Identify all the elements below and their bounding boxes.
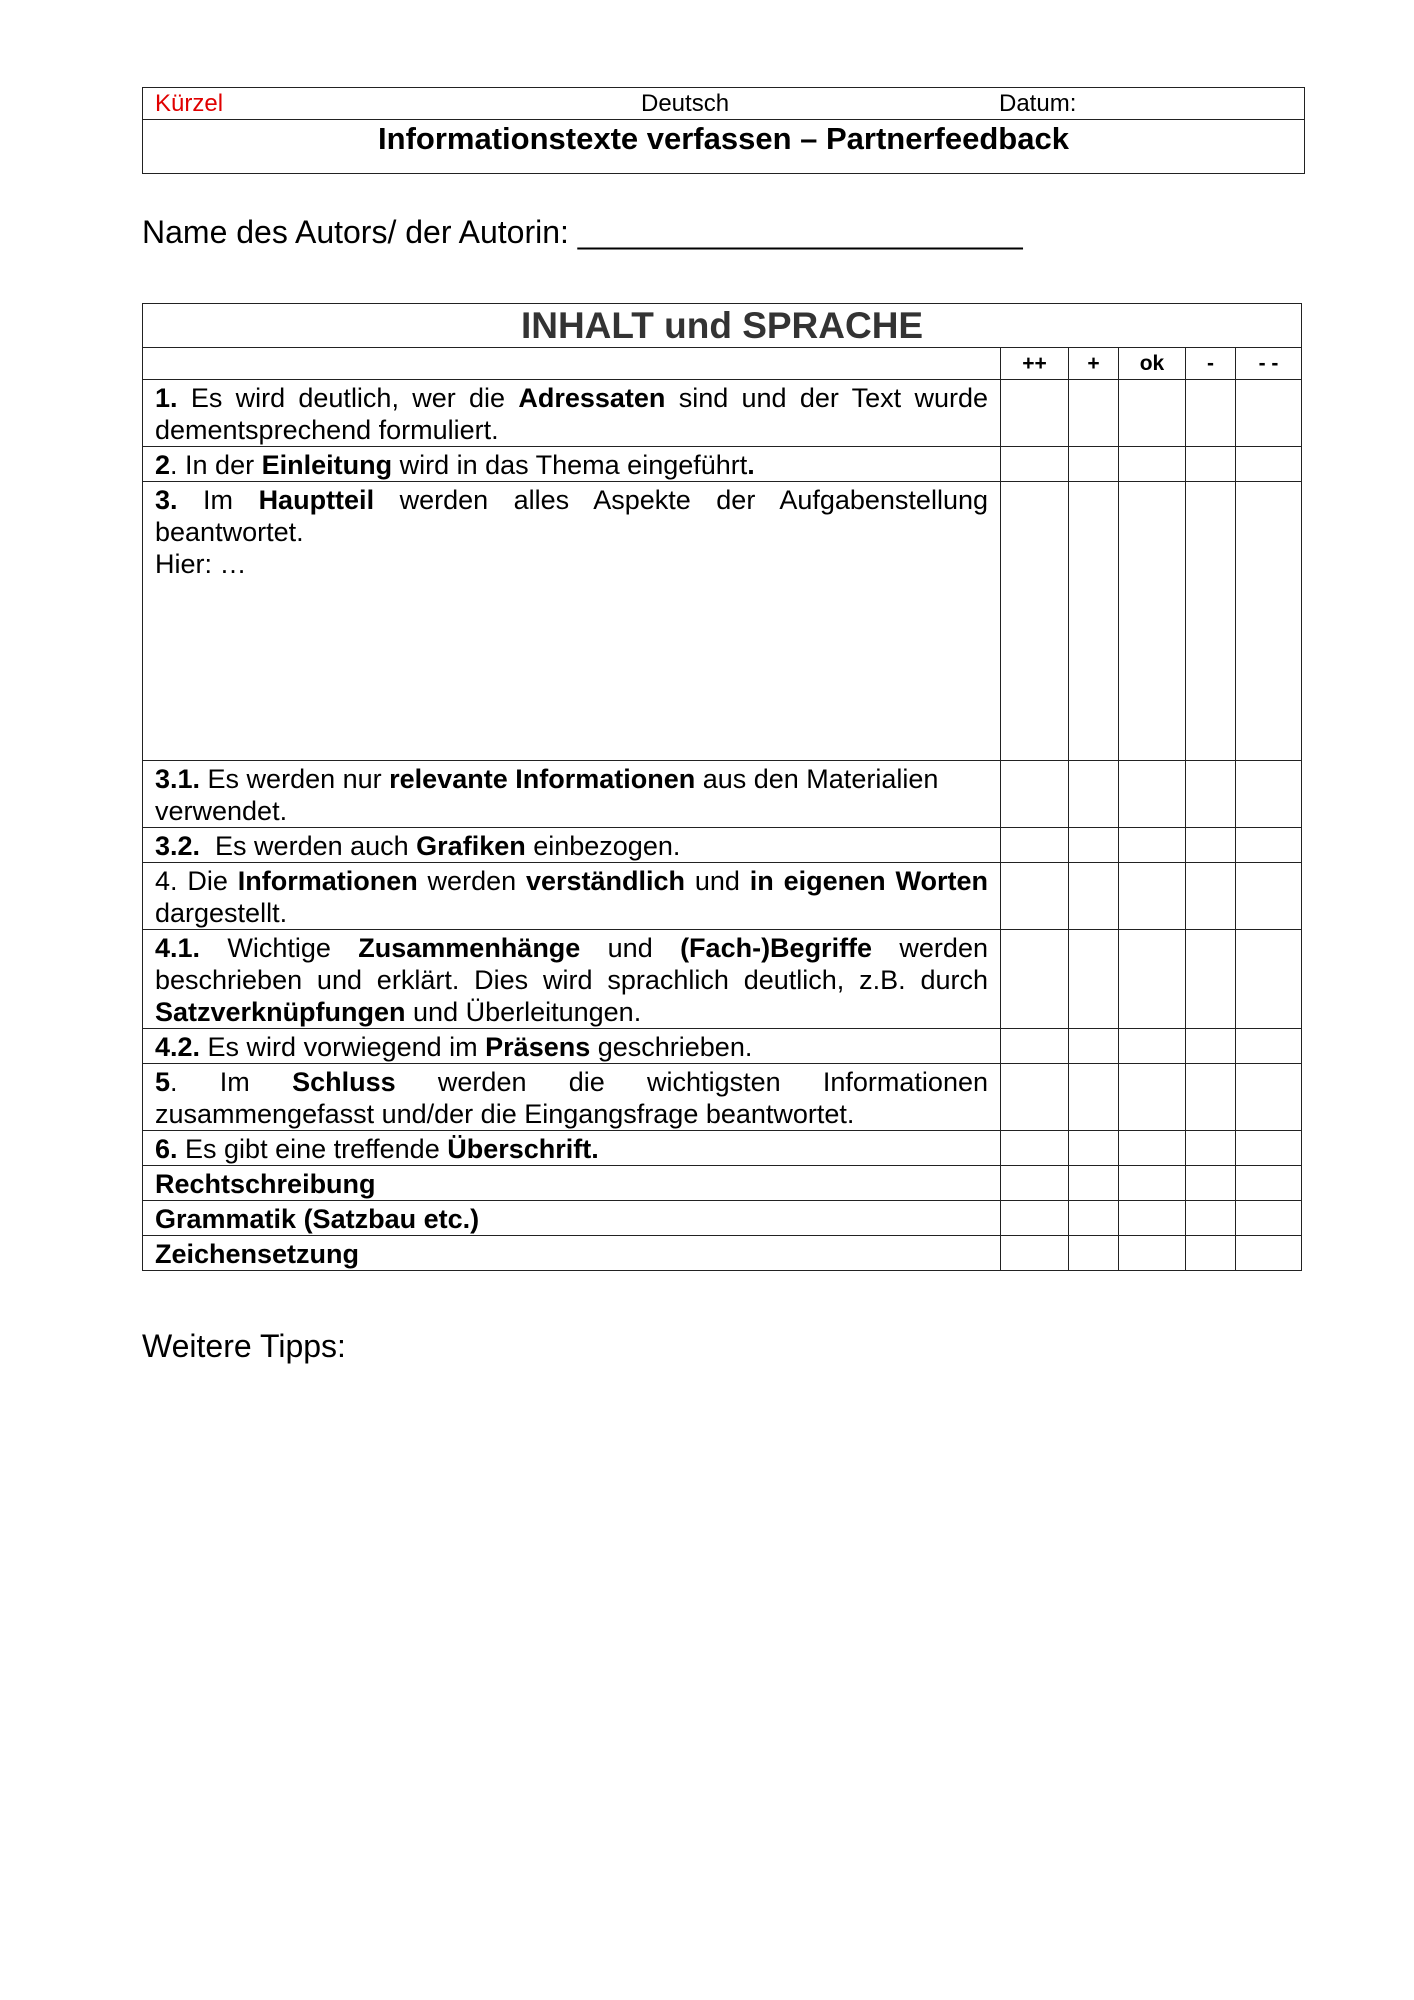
rating-cell[interactable] xyxy=(1119,1131,1186,1166)
rating-cell[interactable] xyxy=(1119,447,1186,482)
table-row xyxy=(143,1236,1302,1271)
rating-cell[interactable] xyxy=(1001,761,1069,828)
criterion-graphics: 3.2. Es werden auch Grafiken einbezogen. xyxy=(143,828,1001,863)
rating-cell[interactable] xyxy=(1186,1131,1236,1166)
rating-cell[interactable] xyxy=(1069,380,1119,447)
date-label: Datum: xyxy=(999,90,1077,117)
rating-cell[interactable] xyxy=(1119,1029,1186,1064)
rating-cell[interactable] xyxy=(1186,1029,1236,1064)
scale-ok: ok xyxy=(1119,348,1186,380)
rating-cell[interactable] xyxy=(1069,1201,1119,1236)
rating-cell[interactable] xyxy=(1186,447,1236,482)
rating-cell[interactable] xyxy=(1001,1064,1069,1131)
rating-cell[interactable] xyxy=(1001,930,1069,1029)
rating-cell[interactable] xyxy=(1119,482,1186,761)
rating-cell[interactable] xyxy=(1236,447,1302,482)
rating-cell[interactable] xyxy=(1119,761,1186,828)
criterion-relevant-info: 3.1. Es werden nur relevante Informationen aus den Materialien verwendet. xyxy=(143,761,1001,828)
rating-cell[interactable] xyxy=(1236,1029,1302,1064)
rating-cell[interactable] xyxy=(1119,828,1186,863)
rating-cell[interactable] xyxy=(1186,828,1236,863)
rating-cell[interactable] xyxy=(1186,380,1236,447)
rating-cell[interactable] xyxy=(1186,1201,1236,1236)
author-name-line: Name des Autors/ der Autorin: _________________________ xyxy=(142,214,1023,250)
feedback-table xyxy=(142,303,1302,1271)
rating-cell[interactable] xyxy=(1069,828,1119,863)
rating-cell[interactable] xyxy=(1001,1236,1069,1271)
rating-scale-row xyxy=(143,348,1302,380)
table-row xyxy=(143,482,1302,761)
rating-cell[interactable] xyxy=(1186,482,1236,761)
scale-good: + xyxy=(1069,348,1119,380)
table-row xyxy=(143,1029,1302,1064)
rating-cell[interactable] xyxy=(1069,1166,1119,1201)
criterion-punctuation: Zeichensetzung xyxy=(143,1236,1001,1271)
rating-cell[interactable] xyxy=(1186,1064,1236,1131)
rating-cell[interactable] xyxy=(1069,1236,1119,1271)
rating-cell[interactable] xyxy=(1236,482,1302,761)
header-box xyxy=(142,87,1305,174)
rating-cell[interactable] xyxy=(1001,447,1069,482)
criterion-spelling: Rechtschreibung xyxy=(143,1166,1001,1201)
rating-cell[interactable] xyxy=(1069,482,1119,761)
criterion-addressees: 1. Es wird deutlich, wer die Adressaten sind und der Text wurde dementsprechend formuliert. xyxy=(143,380,1001,447)
rating-cell[interactable] xyxy=(1119,863,1186,930)
rating-cell[interactable] xyxy=(1186,1236,1236,1271)
criterion-headline: 6. Es gibt eine treffende Überschrift. xyxy=(143,1131,1001,1166)
rating-cell[interactable] xyxy=(1119,1201,1186,1236)
table-row xyxy=(143,447,1302,482)
criterion-own-words: 4. Die Informationen werden verständlich und in eigenen Worten dargestellt. xyxy=(143,863,1001,930)
rating-cell[interactable] xyxy=(1186,761,1236,828)
further-tips-label: Weitere Tipps: xyxy=(142,1328,346,1364)
criterion-main-part-note: Hier: … xyxy=(155,549,247,579)
rating-cell[interactable] xyxy=(1236,761,1302,828)
rating-cell[interactable] xyxy=(1069,863,1119,930)
table-row xyxy=(143,1201,1302,1236)
rating-cell[interactable] xyxy=(1001,380,1069,447)
rating-cell[interactable] xyxy=(1236,863,1302,930)
rating-cell[interactable] xyxy=(1236,1236,1302,1271)
table-row xyxy=(143,930,1302,1029)
rating-cell[interactable] xyxy=(1236,1131,1302,1166)
rating-cell[interactable] xyxy=(1069,447,1119,482)
rating-cell[interactable] xyxy=(1119,1236,1186,1271)
rating-cell[interactable] xyxy=(1236,1166,1302,1201)
table-row xyxy=(143,1166,1302,1201)
table-row xyxy=(143,761,1302,828)
subject-label: Deutsch xyxy=(641,90,730,117)
table-row xyxy=(143,380,1302,447)
section-title: INHALT und SPRACHE xyxy=(143,304,1302,348)
rating-cell[interactable] xyxy=(1236,828,1302,863)
rating-cell[interactable] xyxy=(1001,482,1069,761)
criterion-main-part: 3. Im Hauptteil werden alles Aspekte der Aufgabenstellung beantwortet. Hier: … xyxy=(143,482,1001,761)
table-row xyxy=(143,828,1302,863)
header-meta-row xyxy=(143,88,1304,120)
rating-cell[interactable] xyxy=(1119,380,1186,447)
criterion-conclusion: 5. Im Schluss werden die wichtigsten Informationen zusammengefasst und/der die Eingangsfrage beantwortet. xyxy=(143,1064,1001,1131)
criteria-header-cell xyxy=(143,348,1001,380)
scale-poor: - xyxy=(1186,348,1236,380)
rating-cell[interactable] xyxy=(1069,1131,1119,1166)
rating-cell[interactable] xyxy=(1001,828,1069,863)
rating-cell[interactable] xyxy=(1001,1201,1069,1236)
table-row xyxy=(143,1064,1302,1131)
scale-very-good: ++ xyxy=(1001,348,1069,380)
rating-cell[interactable] xyxy=(1069,761,1119,828)
rating-cell[interactable] xyxy=(1186,863,1236,930)
rating-cell[interactable] xyxy=(1069,1029,1119,1064)
rating-cell[interactable] xyxy=(1236,380,1302,447)
rating-cell[interactable] xyxy=(1186,930,1236,1029)
rating-cell[interactable] xyxy=(1001,863,1069,930)
criterion-connections: 4.1. Wichtige Zusammenhänge und (Fach-)Begriffe werden beschrieben und erklärt. Dies wird sprachlich deutlich, z.B. durch Satzverknüpfungen und Überleitungen. xyxy=(143,930,1001,1029)
criterion-present-tense: 4.2. Es wird vorwiegend im Präsens geschrieben. xyxy=(143,1029,1001,1064)
criterion-grammar: Grammatik (Satzbau etc.) xyxy=(143,1201,1001,1236)
rating-cell[interactable] xyxy=(1069,930,1119,1029)
rating-cell[interactable] xyxy=(1186,1166,1236,1201)
rating-cell[interactable] xyxy=(1236,930,1302,1029)
rating-cell[interactable] xyxy=(1001,1131,1069,1166)
rating-cell[interactable] xyxy=(1236,1201,1302,1236)
rating-cell[interactable] xyxy=(1001,1166,1069,1201)
scale-very-poor: - - xyxy=(1236,348,1302,380)
rating-cell[interactable] xyxy=(1119,1064,1186,1131)
criterion-introduction: 2. In der Einleitung wird in das Thema eingeführt. xyxy=(143,447,1001,482)
page-title: Informationstexte verfassen – Partnerfeedback xyxy=(378,121,1069,156)
table-row xyxy=(143,1131,1302,1166)
rating-cell[interactable] xyxy=(1236,1064,1302,1131)
kurzel-label: Kürzel xyxy=(155,90,224,117)
rating-cell[interactable] xyxy=(1119,1166,1186,1201)
rating-cell[interactable] xyxy=(1001,1029,1069,1064)
rating-cell[interactable] xyxy=(1069,1064,1119,1131)
table-row xyxy=(143,863,1302,930)
rating-cell[interactable] xyxy=(1119,930,1186,1029)
